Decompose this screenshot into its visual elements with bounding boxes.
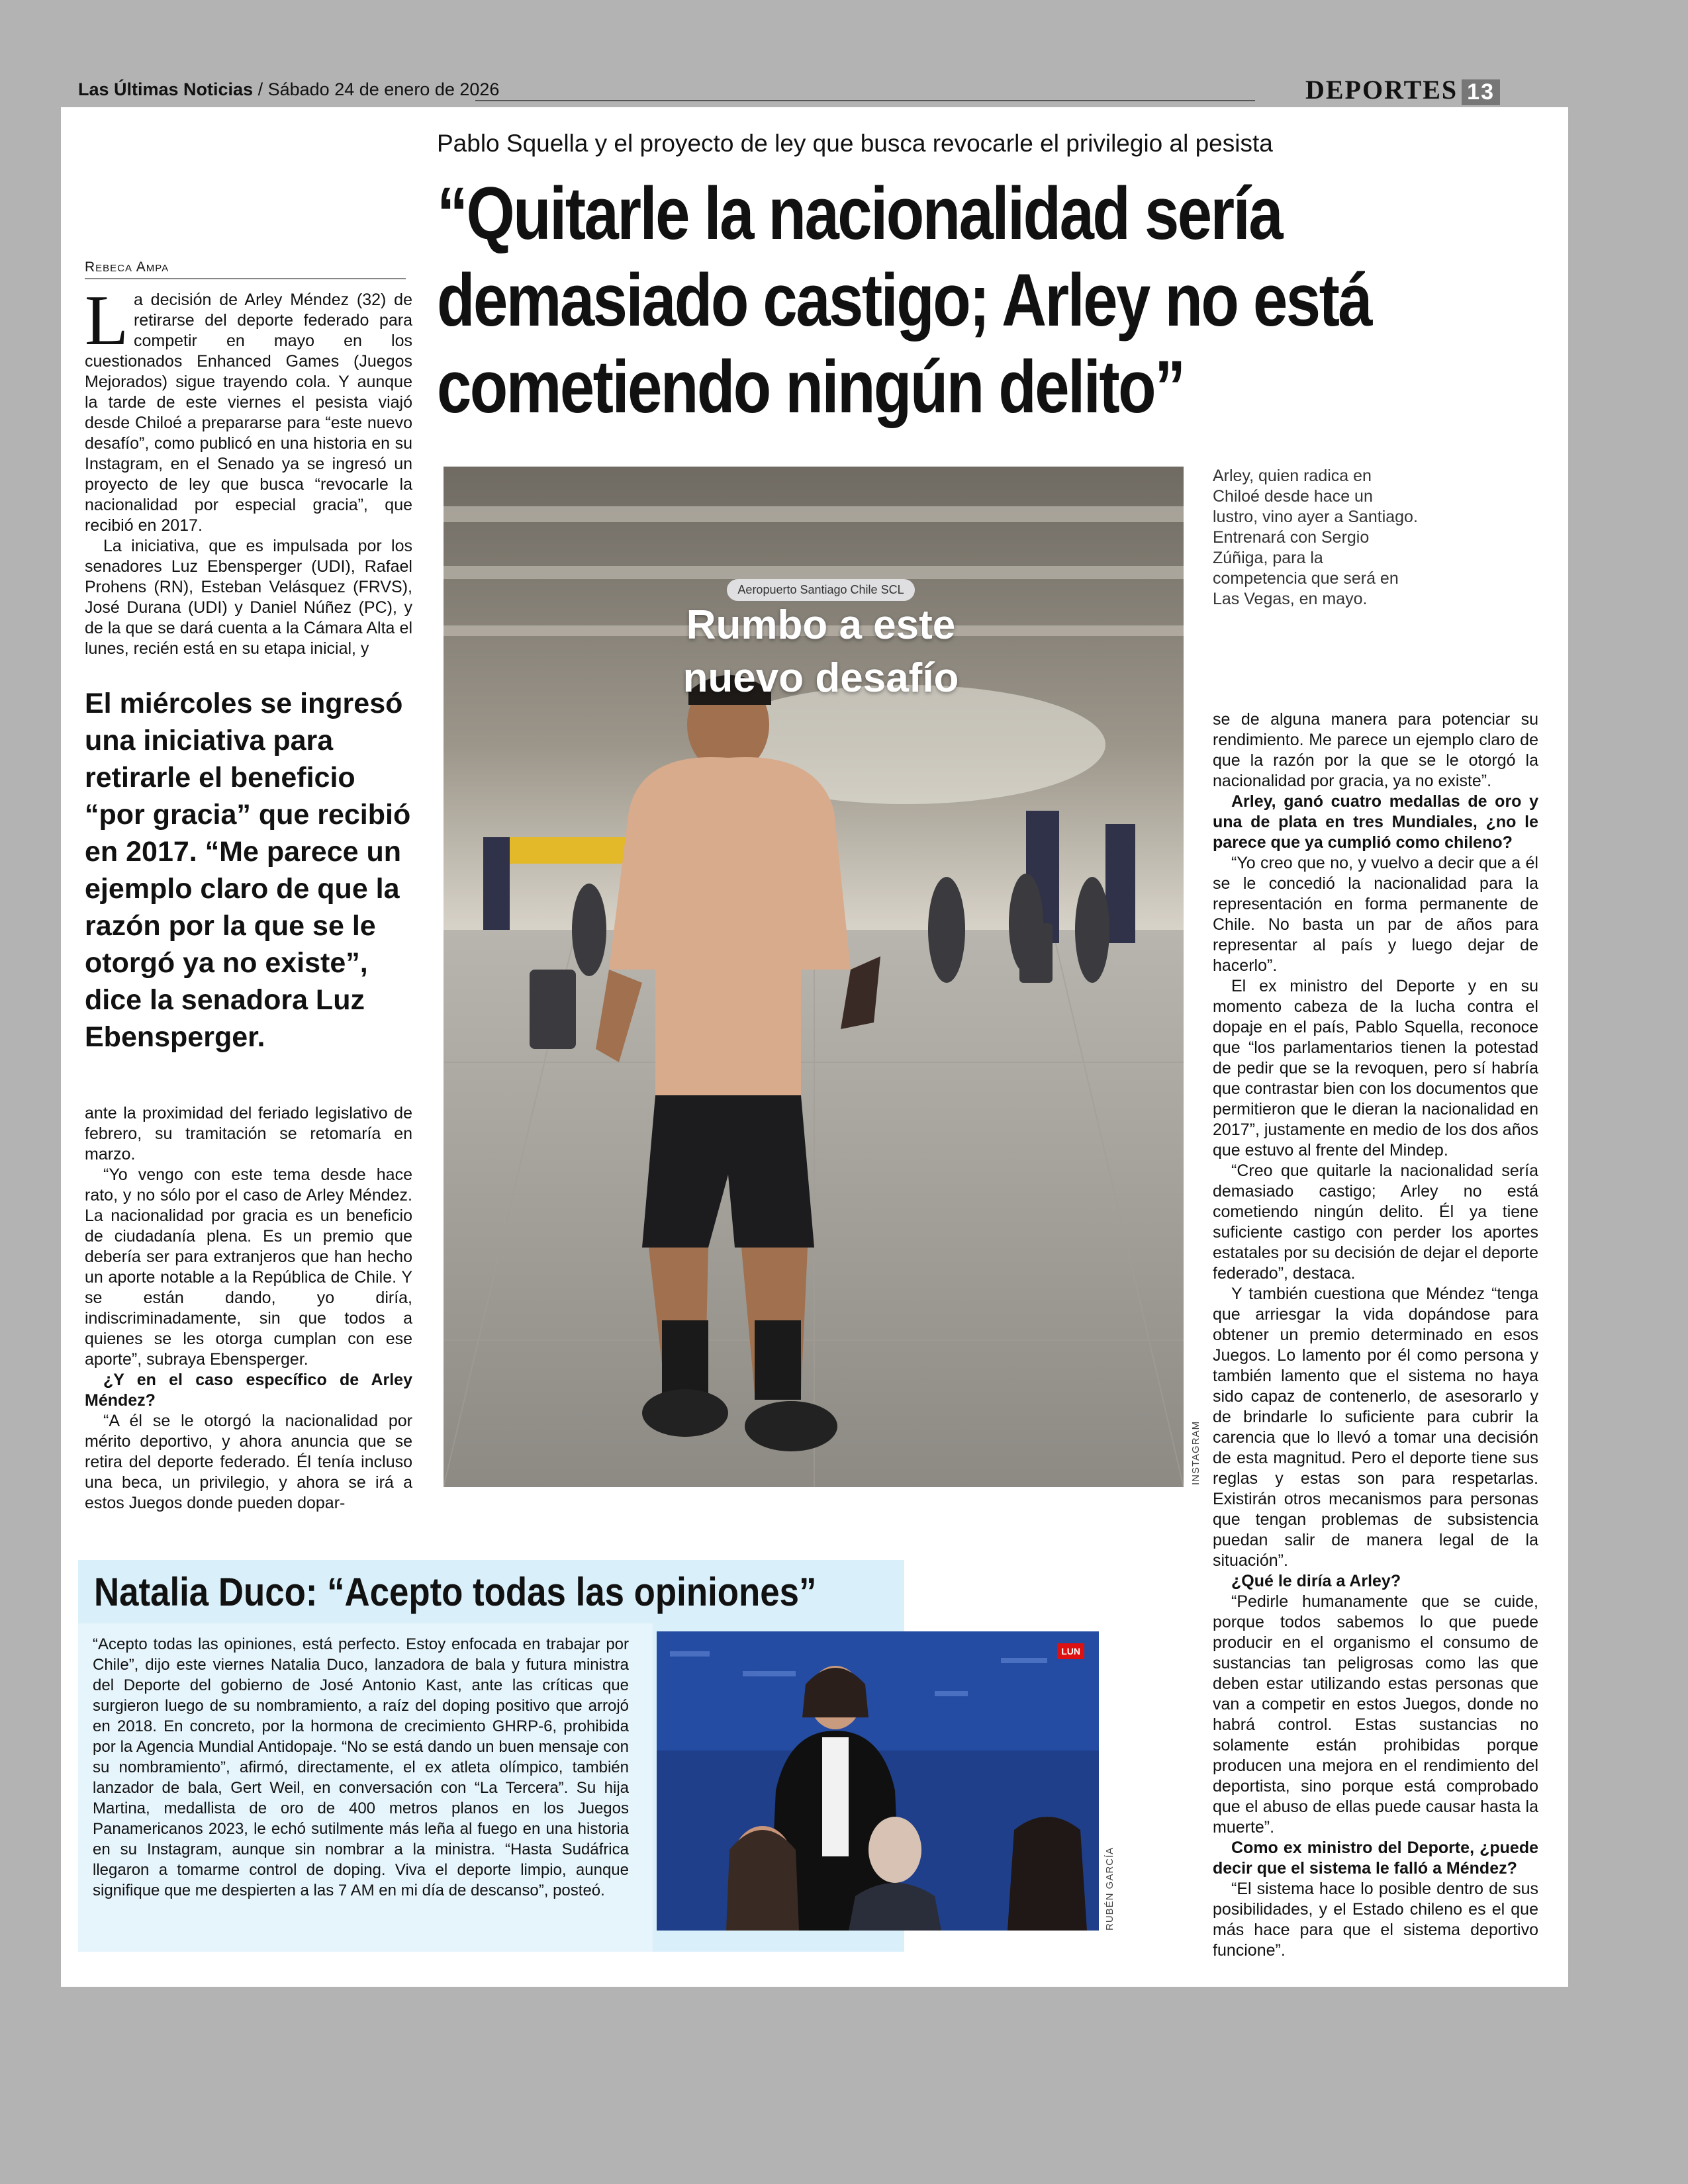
column-3 xyxy=(1213,709,1538,1961)
body-paragraph: El ex ministro del Deporte y en su momento cabeza de la lucha contra el dopaje en el país, Pablo Squella, reconoce que “los parlamentarios tienen la potestad de pedir que se la revoquen, pero sí habría que contrastar bien con los documentos que permitieron que le dieran la nacionalidad en 2017”, justamente en medio de los dos años que estuvo al frente del Mindep. xyxy=(1213,977,1538,1160)
interview-question: Como ex ministro del Deporte, ¿puede decir que el sistema le falló a Méndez? xyxy=(1213,1839,1538,1878)
publication-date: / Sábado 24 de enero de 2026 xyxy=(258,79,500,99)
section-label xyxy=(1305,74,1500,105)
body-paragraph: Y también cuestiona que Méndez “tenga que arriesgar la vida dopándose para obtener un premio determinado en esos Juegos. Lo lamento por él como persona y también lamento que el sistema no haya sido capaz de contenerlo, de asesorarlo y de brindarle lo suficiente para cubrir la carencia que lo llevó a tomar una decisión de esta magnitud. Pero el deporte tiene sus reglas y estas son para respetarlas. Existirán otros mecanismos para personas que tengan problemas de subsistencia puedan salir de manera legal de la situación”. xyxy=(1213,1285,1538,1570)
interview-question: Arley, ganó cuatro medallas de oro y una de plata en tres Mundiales, ¿no le parece que ya cumplió como chileno? xyxy=(1213,792,1538,852)
article-kicker: Pablo Squella y el proyecto de ley que busca revocarle el privilegio al pesista xyxy=(437,130,1273,157)
sidebar-box xyxy=(78,1560,1115,1952)
sidebar-photo xyxy=(657,1631,1099,1931)
photo-caption: Arley, quien radica en Chiloé desde hace un lustro, vino ayer a Santiago. Entrenará con Sergio Zúñiga, para la competencia que será en Las Vegas, en mayo. xyxy=(1213,467,1418,608)
drop-cap: L xyxy=(85,281,128,360)
column-1-top xyxy=(85,281,412,659)
page-number: 13 xyxy=(1462,79,1500,105)
publication-name: Las Últimas Noticias xyxy=(78,79,254,99)
interview-question: ¿Qué le diría a Arley? xyxy=(1231,1572,1401,1590)
photo-location-tag: Aeropuerto Santiago Chile SCL xyxy=(655,579,986,601)
byline: Rebeca Ampa xyxy=(85,259,406,279)
page-header xyxy=(78,75,1500,105)
interview-question: ¿Y en el caso específico de Arley Méndez? xyxy=(85,1371,412,1410)
sidebar-text: “Acepto todas las opiniones, está perfecto. Estoy enfocada en trabajar por Chile”, dijo este viernes Natalia Duco, lanzadora de bala y futura ministra del Deporte del gobierno de José Antonio Kast, ante las críticas que surgieron luego de su nombramiento, a raíz del doping positivo que arrojó en 2018. En concreto, por la hormona de crecimiento GHRP-6, prohibida por la Agencia Mundial Antidopaje. “No se está dando un buen mensaje con su nombramiento”, afirmó, directamente, el ex atleta olímpico, también lanzador de bala, Gert Weil, en conversación con “La Tercera”. Su hija Martina, medallista de oro de 400 metros planos en los Juegos Panamericanos 2023, le echó sutilmente más leña al fuego en una historia en su Instagram, aunque sin nombrar a la ministra. “Hasta Sudáfrica llegaron a tomarme control de doping. Viva el deporte limpio, aunque signifique que me despierten a las 7 AM en mi día de descanso”, posteó. xyxy=(93,1635,629,1899)
body-paragraph: “Pedirle humanamente que se cuide, porque todos sabemos lo que puede producir en el organismo el consumo de sustancias tan peligrosas como las que deben estar utilizando estas personas que van a competir en estos Juegos, donde no habrá control. Estas sustancias no solamente están prohibidas porque producen una mejora en el rendimiento del deportista, sino porque está comprobado que el abuso de ellas puede causar hasta la muerte”. xyxy=(1213,1592,1538,1837)
headline-line-2: demasiado castigo; Arley no está xyxy=(437,259,1372,341)
body-paragraph: ante la proximidad del feriado legislativo de febrero, su tramitación se retomaría en marzo. xyxy=(85,1104,412,1163)
section-name: DEPORTES xyxy=(1305,75,1458,105)
body-paragraph: “Yo vengo con este tema desde hace rato, y no sólo por el caso de Arley Méndez. La nacionalidad por gracia es un beneficio de ciudadanía plena. Es un premio que debería ser para extranjeros que han hecho un aporte notable a la República de Chile. Y se están dando, yo diría, indiscriminadamente, sin que todos a quienes se les otorga cumplan con ese aporte”, subraya Ebensperger. xyxy=(85,1165,412,1369)
body-paragraph: se de alguna manera para potenciar su rendimiento. Me parece un ejemplo claro de que la razón por la que se le otorgó la nacionalidad por gracia, ya no existe”. xyxy=(1213,710,1538,790)
body-paragraph: La decisión de Arley Méndez (32) de retirarse del deporte federado para competir en mayo en los cuestionados Enhanced Games (Juegos Mejorados) sigue trayendo cola. Y aunque la tarde de este viernes el pesista viajó desde Chiloé a prepararse para “este nuevo desafío”, como publicó en una historia en su Instagram, en el Senado ya se ingresó un proyecto de ley que busca “revocarle la nacionalidad por especial gracia”, que recibió en 2017. xyxy=(85,281,412,535)
body-paragraph: “Yo creo que no, y vuelvo a decir que a él se le concedió la nacionalidad para la representación en forma permanente de Chile. No basta un par de años para representar al país y luego dejar de hacerlo”. xyxy=(1213,854,1538,975)
ceremony-photo-illustration xyxy=(657,1631,1099,1931)
newspaper-page xyxy=(61,107,1568,1987)
headline-line-1: “Quitarle la nacionalidad sería xyxy=(437,172,1282,255)
photo-overlay-text: Rumbo a este nuevo desafío xyxy=(682,602,959,701)
header-rule xyxy=(475,100,1255,101)
main-photo xyxy=(444,467,1184,1487)
headline-line-3: cometiendo ningún delito” xyxy=(437,345,1184,428)
sidebar-photo-credit: RUBÉN GARCÍA xyxy=(1104,1846,1115,1931)
body-paragraph: “Creo que quitarle la nacionalidad sería demasiado castigo; Arley no está cometiendo ningún delito. Él ya tiene suficiente castigo con perder los aportes estatales por su decisión de dejar el deporte federado”, destaca. xyxy=(1213,1161,1538,1283)
lun-logo: LUN xyxy=(1057,1643,1084,1659)
sidebar-title: Natalia Duco: “Acepto todas las opiniones” xyxy=(94,1570,817,1614)
body-paragraph: La iniciativa, que es impulsada por los senadores Luz Ebensperger (UDI), Rafael Prohens (RN), Esteban Velásquez (FRVS), José Durana (UDI) y Daniel Núñez (PC), y de la que se dará cuenta a la Cámara Alta el lunes, recién está en su etapa inicial, y xyxy=(85,537,412,658)
article-headline xyxy=(437,170,1382,430)
body-paragraph: “El sistema hace lo posible dentro de sus posibilidades, y el Estado chileno es el que más hace para que el sistema deportivo funcione”. xyxy=(1213,1880,1538,1960)
body-paragraph: “A él se le otorgó la nacionalidad por mérito deportivo, y ahora anuncia que se retira del deporte federado. Él tenía incluso una beca, un privilegio, y ahora se irá a estos Juegos donde pueden dopar- xyxy=(85,1412,412,1512)
pull-quote: El miércoles se ingresó una iniciativa para retirarle el beneficio “por gracia” que recibió en 2017. “Me parece un ejemplo claro de que la razón por la que se le otorgó ya no existe”, dice la senadora Luz Ebensperger. xyxy=(85,688,411,1053)
publication-line xyxy=(78,79,499,100)
column-1-bottom xyxy=(85,1103,412,1514)
photo-credit: INSTAGRAM xyxy=(1190,1420,1201,1485)
